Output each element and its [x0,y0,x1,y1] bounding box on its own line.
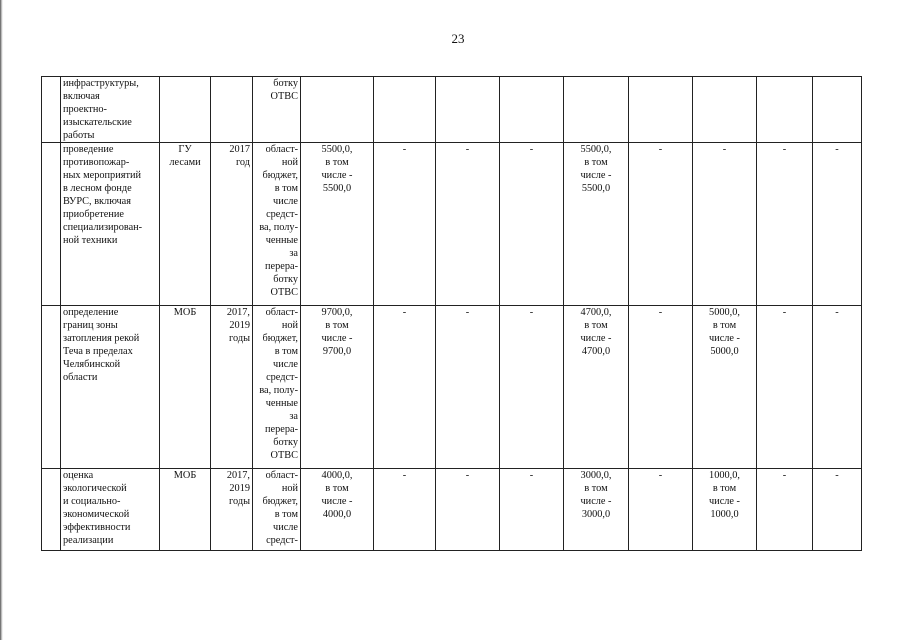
year-value-cell: - [374,469,436,551]
year-value-cell: - [436,306,500,469]
name-cell: определение границ зоны затопления рекой Теча в пределах Челябинской области [61,306,160,469]
year-value-cell: 5000,0, в том числе - 5000,0 [693,306,757,469]
period-cell [211,77,253,143]
total-cell: 4000,0, в том числе - 4000,0 [301,469,374,551]
source-cell: ботку ОТВС [253,77,301,143]
year-value-cell: - [693,143,757,306]
year-value-cell [813,77,862,143]
year-value-cell: 1000,0, в том числе - 1000,0 [693,469,757,551]
year-value-cell: - [813,306,862,469]
year-value-cell [564,77,629,143]
year-value-cell: - [436,469,500,551]
year-value-cell [436,77,500,143]
year-value-cell: 3000,0, в том числе - 3000,0 [564,469,629,551]
executor-cell: МОБ [160,469,211,551]
year-value-cell: - [813,143,862,306]
year-value-cell: 5500,0, в том числе - 5500,0 [564,143,629,306]
year-value-cell: - [757,469,813,551]
index-cell [42,143,61,306]
source-cell: област- ной бюджет, в том числе средст- ва, полу- ченные за перера- ботку ОТВС [253,306,301,469]
table-row [42,306,862,469]
year-value-cell: - [500,469,564,551]
period-cell: 2017, 2019 годы [211,306,253,469]
year-value-cell [693,77,757,143]
name-cell: проведение противопожар- ных мероприятий в лесном фонде ВУРС, включая приобретение специализирован- ной техники [61,143,160,306]
year-value-cell: 4700,0, в том числе - 4700,0 [564,306,629,469]
year-value-cell: - [757,306,813,469]
year-value-cell: - [813,469,862,551]
period-cell: 2017 год [211,143,253,306]
source-cell: област- ной бюджет, в том числе средст- ва, полу- ченные за перера- ботку ОТВС [253,143,301,306]
scan-left-edge [0,0,3,640]
year-value-cell: - [629,306,693,469]
name-cell: инфраструктуры, включая проектно- изыскательские работы [61,77,160,143]
year-value-cell: - [500,306,564,469]
total-cell [301,77,374,143]
year-value-cell: - [629,469,693,551]
period-cell: 2017, 2019 годы [211,469,253,551]
index-cell [42,469,61,551]
total-cell: 5500,0, в том числе - 5500,0 [301,143,374,306]
page-number: 23 [451,31,465,46]
executor-cell: ГУ лесами [160,143,211,306]
total-cell: 9700,0, в том числе - 9700,0 [301,306,374,469]
index-cell [42,306,61,469]
year-value-cell [629,77,693,143]
source-cell: област- ной бюджет, в том числе средст- [253,469,301,551]
executor-cell [160,77,211,143]
year-value-cell: - [500,143,564,306]
table-row [42,143,862,306]
name-cell: оценка экологической и социально- экономической эффективности реализации [61,469,160,551]
year-value-cell: - [757,143,813,306]
year-value-cell: - [629,143,693,306]
executor-cell: МОБ [160,306,211,469]
table-row [42,77,862,143]
year-value-cell [757,77,813,143]
year-value-cell [500,77,564,143]
year-value-cell: - [374,143,436,306]
index-cell [42,77,61,143]
program-table [41,76,862,551]
table-row [42,469,862,551]
year-value-cell: - [436,143,500,306]
year-value-cell: - [374,306,436,469]
year-value-cell [374,77,436,143]
